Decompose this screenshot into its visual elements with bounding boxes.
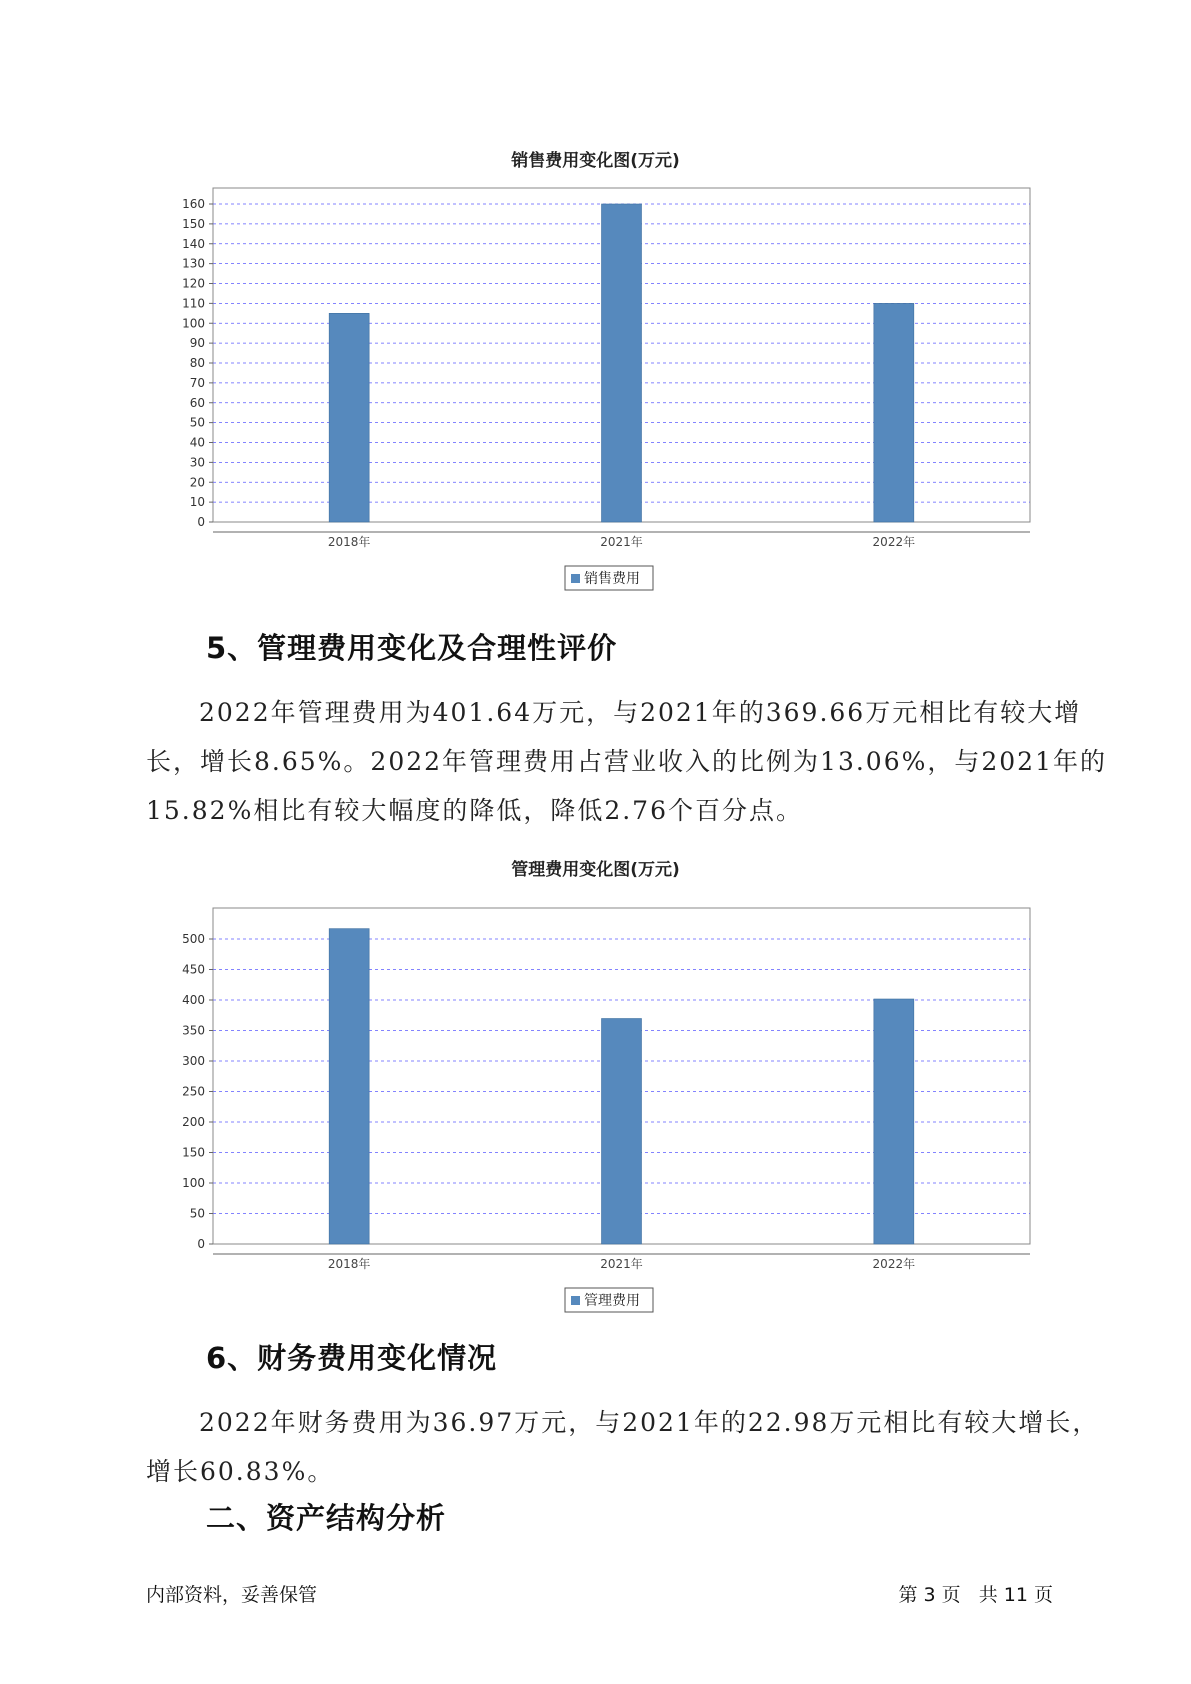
y-tick-label: 120 — [182, 276, 205, 291]
y-tick-label: 130 — [182, 256, 205, 271]
y-tick-label: 500 — [182, 932, 205, 946]
y-tick-label: 0 — [197, 1237, 205, 1251]
y-tick-label: 200 — [182, 1115, 205, 1129]
y-tick-label: 150 — [182, 216, 205, 231]
y-tick-label: 400 — [182, 993, 205, 1007]
bar — [874, 303, 914, 522]
y-tick-label: 160 — [182, 197, 205, 211]
bar — [602, 1019, 642, 1244]
x-tick-label: 2021年 — [600, 535, 643, 549]
admin-expense-chart — [0, 850, 1191, 1309]
x-tick-label: 2018年 — [327, 535, 371, 549]
paragraph-line: 2022年管理费用为401.64万元，与2021年的369.66万元相比有较大增 — [199, 698, 1082, 727]
footer-page-number: 第 3 页 共 11 页 — [898, 1584, 1053, 1606]
sales-expense-chart — [0, 140, 1191, 587]
x-tick-label: 2022年 — [872, 535, 916, 549]
bar — [329, 313, 369, 522]
section-heading-two: 二、资产结构分析 — [206, 1501, 447, 1535]
section-heading-5: 5、管理费用变化及合理性评价 — [206, 631, 618, 665]
bar — [602, 204, 642, 522]
x-tick-label: 2022年 — [872, 1257, 916, 1271]
x-tick-label: 2021年 — [600, 1257, 643, 1271]
paragraph-line: 增长60.83%。 — [146, 1457, 335, 1486]
y-tick-label: 80 — [189, 356, 205, 370]
legend-swatch — [571, 1296, 580, 1305]
legend-label: 销售费用 — [584, 571, 640, 587]
y-tick-label: 10 — [189, 495, 205, 510]
paragraph-line: 15.82%相比有较大幅度的降低，降低2.76个百分点。 — [146, 796, 803, 825]
y-tick-label: 60 — [189, 395, 205, 410]
y-tick-label: 100 — [182, 1176, 205, 1190]
paragraph-line: 2022年财务费用为36.97万元，与2021年的22.98万元相比有较大增长， — [199, 1408, 1100, 1437]
y-tick-label: 50 — [189, 1206, 205, 1221]
chart-title-admin: 管理费用变化图(万元) — [511, 860, 680, 880]
y-tick-label: 70 — [189, 375, 205, 390]
y-tick-label: 50 — [189, 415, 205, 430]
y-tick-label: 90 — [189, 336, 205, 351]
y-tick-label: 100 — [182, 316, 205, 331]
legend-label: 管理费用 — [584, 1293, 640, 1309]
y-tick-label: 0 — [197, 515, 205, 529]
chart-title-sales: 销售费用变化图(万元) — [511, 151, 680, 171]
y-tick-label: 40 — [189, 435, 205, 450]
y-tick-label: 450 — [182, 962, 205, 977]
y-tick-label: 250 — [182, 1084, 205, 1099]
bar — [329, 929, 369, 1244]
y-tick-label: 350 — [182, 1023, 205, 1038]
y-tick-label: 110 — [182, 296, 205, 311]
y-tick-label: 150 — [182, 1145, 205, 1160]
footer-confidential-note: 内部资料，妥善保管 — [146, 1584, 318, 1606]
x-tick-label: 2018年 — [327, 1257, 371, 1271]
section-5-paragraph — [146, 688, 1107, 835]
y-tick-label: 300 — [182, 1054, 205, 1068]
y-tick-label: 30 — [189, 455, 205, 470]
paragraph-line: 长，增长8.65%。2022年管理费用占营业收入的比例为13.06%，与2021年的 — [146, 747, 1107, 776]
section-heading-6: 6、财务费用变化情况 — [206, 1341, 498, 1375]
y-tick-label: 20 — [189, 475, 205, 490]
chart-legend — [565, 566, 653, 590]
legend-swatch — [571, 574, 580, 583]
y-tick-label: 140 — [182, 236, 205, 251]
chart-legend — [565, 1288, 653, 1312]
bar — [874, 999, 914, 1244]
section-6-paragraph — [146, 1398, 1100, 1496]
